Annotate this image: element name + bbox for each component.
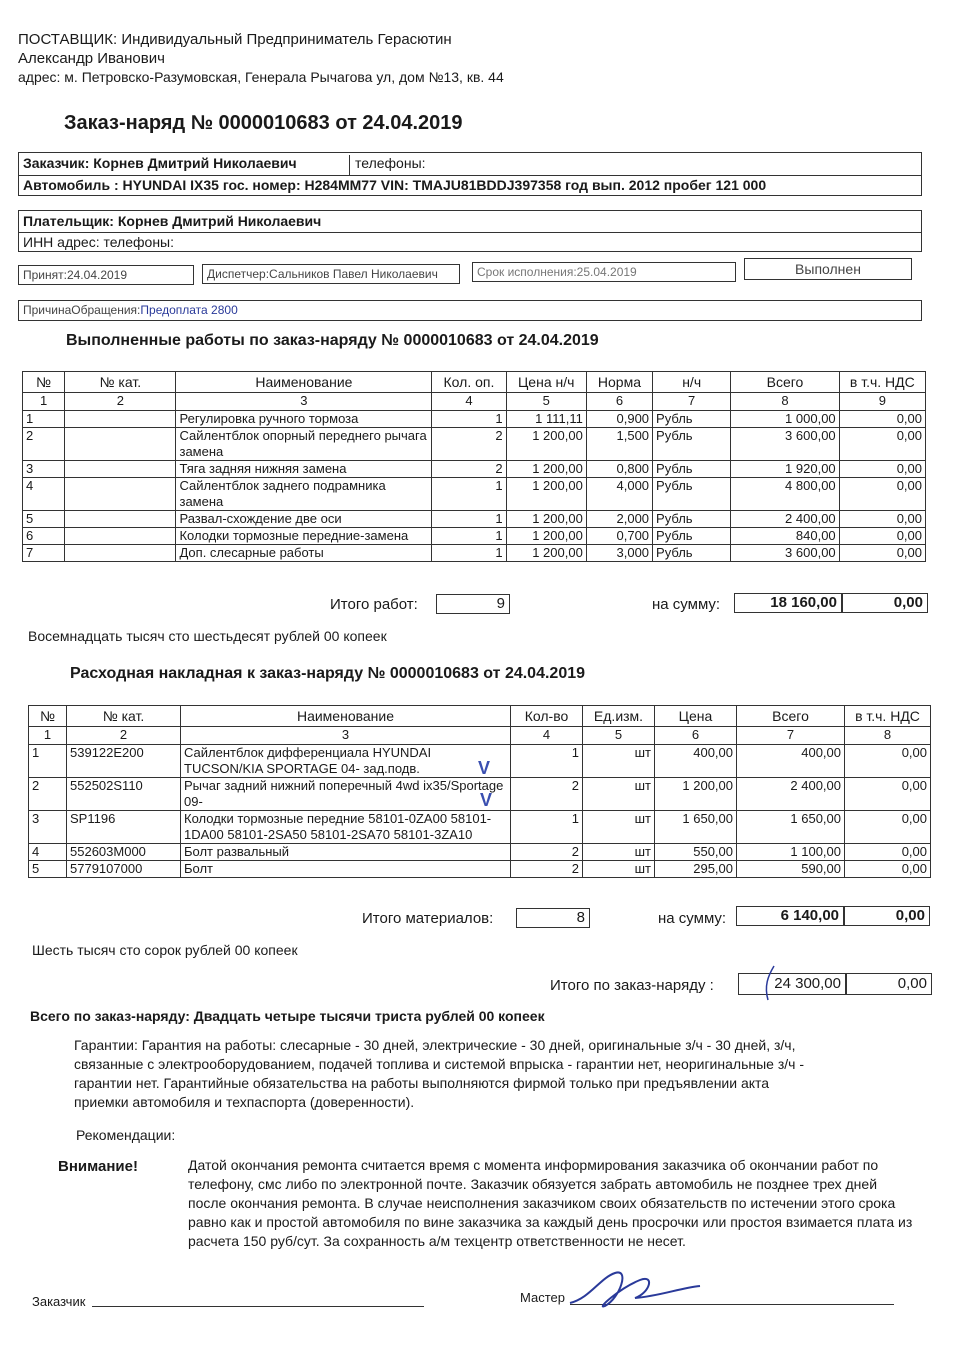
cell-cat: 5779107000 bbox=[67, 861, 181, 878]
works-sum-vat: 0,00 bbox=[842, 593, 928, 613]
cell-price: 550,00 bbox=[655, 844, 737, 861]
reason-label: ПричинаОбращения: bbox=[23, 303, 141, 317]
cell-norm: 1,500 bbox=[586, 428, 652, 461]
col-header: Цена н/ч bbox=[506, 372, 586, 393]
cell-cat bbox=[65, 511, 176, 528]
cell-name: Тяга задняя нижняя замена bbox=[176, 461, 432, 478]
cell-cat bbox=[65, 461, 176, 478]
cell-norm: 0,700 bbox=[586, 528, 652, 545]
col-number: 8 bbox=[731, 393, 839, 411]
cell-unit: шт bbox=[583, 745, 655, 778]
cell-vat: 0,00 bbox=[845, 844, 931, 861]
cell-unit: Рубль bbox=[653, 511, 731, 528]
col-number: 1 bbox=[29, 727, 67, 745]
cell-total: 1 100,00 bbox=[737, 844, 845, 861]
cell-price: 1 200,00 bbox=[506, 511, 586, 528]
cell-vat: 0,00 bbox=[845, 745, 931, 778]
cell-name: Колодки тормозные передние-замена bbox=[176, 528, 432, 545]
col-header: Ед.изм. bbox=[583, 706, 655, 727]
cell-qty: 1 bbox=[511, 811, 583, 844]
reason-value: Предоплата 2800 bbox=[140, 303, 238, 317]
cell-unit: Рубль bbox=[653, 478, 731, 511]
materials-colnum-row bbox=[29, 727, 931, 745]
accepted-date: Принят:24.04.2019 bbox=[18, 265, 194, 285]
cell-qty: 1 bbox=[432, 511, 506, 528]
materials-sum-vat: 0,00 bbox=[844, 906, 930, 926]
attention-text: Датой окончания ремонта считается время с момента информирования заказчика об окончании работ по телефону, смс либо по электронной почте. Заказчик обязуется забрать автомобиль не позднее трех дней после окончания ремонта. В случае неисполнения заказчиком своих обязательств по истечении этого срока равно как и простой автомобиля по вине заказчика за каждый день просрочки или простоя взимается плата из расчета 150 руб/сут. За сохранность а/м техцентр ответственности не несет. bbox=[188, 1157, 913, 1249]
works-sum: 18 160,00 bbox=[734, 593, 842, 613]
col-header: Наименование bbox=[176, 372, 432, 393]
col-header: № bbox=[29, 706, 67, 727]
cell-qty: 1 bbox=[432, 478, 506, 511]
cell-norm: 0,800 bbox=[586, 461, 652, 478]
cell-price: 1 111,11 bbox=[506, 411, 586, 428]
cell-price: 295,00 bbox=[655, 861, 737, 878]
col-header: Всего bbox=[737, 706, 845, 727]
col-header: Наименование bbox=[181, 706, 511, 727]
cell-unit: Рубль bbox=[653, 461, 731, 478]
warranty-text: Гарантии: Гарантия на работы: слесарные - 30 дней, электрические - 30 дней, оригинальные з/ч - 30 дней, з/ч, связанные с электрооборудованием, подачей топлива и системой впрыска - гарантии нет, неоригинальные з/ч - гарантии нет. Гарантийные обязательства на работы выполняются фирмой только при предъявлении акта приемки автомобиля и техпаспорта (доверенности). bbox=[74, 1037, 804, 1110]
attention-label: Внимание! bbox=[58, 1158, 138, 1175]
cell-vat: 0,00 bbox=[839, 461, 925, 478]
cell-total: 1 920,00 bbox=[731, 461, 839, 478]
col-number: 5 bbox=[506, 393, 586, 411]
cell-cat bbox=[65, 528, 176, 545]
cell-qty: 1 bbox=[432, 411, 506, 428]
col-number: 1 bbox=[23, 393, 65, 411]
cell-cat bbox=[65, 428, 176, 461]
table-row bbox=[23, 411, 926, 428]
cell-qty: 1 bbox=[511, 745, 583, 778]
cell-cat: 552603M000 bbox=[67, 844, 181, 861]
cell-name: Сайлентблок опорный переднего рычага замена bbox=[176, 428, 432, 461]
col-number: 4 bbox=[432, 393, 506, 411]
cell-vat: 0,00 bbox=[839, 545, 925, 562]
customer-phones: телефоны: bbox=[355, 155, 426, 171]
cell-name: Сайлентблок дифференциала HYUNDAI TUCSON/KIA SPORTAGE 04- зад.подв. bbox=[181, 745, 511, 778]
table-row bbox=[23, 461, 926, 478]
col-header: Всего bbox=[731, 372, 839, 393]
col-number: 3 bbox=[181, 727, 511, 745]
cell-unit: Рубль bbox=[653, 545, 731, 562]
table-row bbox=[23, 511, 926, 528]
cell-price: 400,00 bbox=[655, 745, 737, 778]
table-row bbox=[23, 428, 926, 461]
dispatcher: Диспетчер:Сальников Павел Николаевич bbox=[202, 264, 460, 284]
cell-unit: Рубль bbox=[653, 411, 731, 428]
cell-unit: шт bbox=[583, 844, 655, 861]
cell-qty: 1 bbox=[432, 545, 506, 562]
col-number: 2 bbox=[65, 393, 176, 411]
table-row bbox=[29, 811, 931, 844]
payer-box bbox=[18, 210, 922, 252]
col-header: № кат. bbox=[65, 372, 176, 393]
customer-signature-line bbox=[92, 1306, 424, 1307]
reason-box bbox=[18, 300, 922, 321]
materials-total-label: Итого материалов: bbox=[362, 910, 494, 927]
col-header: № кат. bbox=[67, 706, 181, 727]
col-header: Кол-во bbox=[511, 706, 583, 727]
cell-qty: 2 bbox=[511, 844, 583, 861]
col-number: 7 bbox=[653, 393, 731, 411]
cell-norm: 0,900 bbox=[586, 411, 652, 428]
cell-total: 2 400,00 bbox=[737, 778, 845, 811]
cell-unit: шт bbox=[583, 811, 655, 844]
materials-total-qty: 8 bbox=[516, 908, 590, 928]
master-signature-label: Мастер bbox=[520, 1290, 565, 1305]
cell-n: 3 bbox=[23, 461, 65, 478]
cell-vat: 0,00 bbox=[845, 811, 931, 844]
cell-vat: 0,00 bbox=[839, 511, 925, 528]
cell-n: 6 bbox=[23, 528, 65, 545]
cell-n: 4 bbox=[29, 844, 67, 861]
customer-signature-label: Заказчик bbox=[32, 1294, 86, 1309]
col-number: 6 bbox=[586, 393, 652, 411]
cell-total: 1 650,00 bbox=[737, 811, 845, 844]
table-row bbox=[29, 844, 931, 861]
works-sum-label: на сумму: bbox=[652, 596, 721, 613]
cell-cat: 552502S110 bbox=[67, 778, 181, 811]
cell-n: 2 bbox=[29, 778, 67, 811]
works-header-row bbox=[23, 372, 926, 393]
cell-total: 840,00 bbox=[731, 528, 839, 545]
cell-cat bbox=[65, 545, 176, 562]
cell-qty: 2 bbox=[511, 861, 583, 878]
cell-total: 4 800,00 bbox=[731, 478, 839, 511]
cell-price: 1 200,00 bbox=[506, 478, 586, 511]
supplier-name-cont: Александр Иванович bbox=[18, 50, 165, 67]
cell-name: Рычаг задний нижний поперечный 4wd ix35/Sportage 09- bbox=[181, 778, 511, 811]
cell-total: 3 600,00 bbox=[731, 428, 839, 461]
cell-cat bbox=[65, 411, 176, 428]
cell-price: 1 200,00 bbox=[655, 778, 737, 811]
cell-total: 2 400,00 bbox=[731, 511, 839, 528]
col-header: в т.ч. НДС bbox=[845, 706, 931, 727]
cell-vat: 0,00 bbox=[839, 478, 925, 511]
cell-n: 1 bbox=[29, 745, 67, 778]
cell-unit: шт bbox=[583, 861, 655, 878]
cell-price: 1 200,00 bbox=[506, 428, 586, 461]
grand-total-label: Итого по заказ-наряду : bbox=[550, 977, 714, 994]
ink-mark bbox=[760, 964, 780, 1004]
cell-qty: 2 bbox=[432, 428, 506, 461]
works-total-label: Итого работ: bbox=[330, 596, 418, 613]
grand-total-vat: 0,00 bbox=[846, 973, 932, 995]
materials-sum: 6 140,00 bbox=[736, 906, 844, 926]
col-number: 9 bbox=[839, 393, 925, 411]
payer-inn: ИНН адрес: телефоны: bbox=[23, 234, 174, 250]
cell-n: 4 bbox=[23, 478, 65, 511]
col-number: 2 bbox=[67, 727, 181, 745]
col-number: 4 bbox=[511, 727, 583, 745]
grand-total-words: Всего по заказ-наряду: Двадцать четыре тысячи триста рублей 00 копеек bbox=[30, 1008, 545, 1024]
materials-title: Расходная накладная к заказ-наряду № 0000010683 от 24.04.2019 bbox=[70, 665, 586, 682]
cell-unit: Рубль bbox=[653, 428, 731, 461]
cell-name: Болт развальный bbox=[181, 844, 511, 861]
materials-header-row bbox=[29, 706, 931, 727]
cell-qty: 2 bbox=[432, 461, 506, 478]
cell-cat bbox=[65, 478, 176, 511]
col-number: 3 bbox=[176, 393, 432, 411]
cell-norm: 2,000 bbox=[586, 511, 652, 528]
cell-price: 1 650,00 bbox=[655, 811, 737, 844]
cell-total: 590,00 bbox=[737, 861, 845, 878]
cell-vat: 0,00 bbox=[845, 778, 931, 811]
cell-n: 1 bbox=[23, 411, 65, 428]
master-signature bbox=[560, 1258, 710, 1318]
cell-n: 5 bbox=[29, 861, 67, 878]
customer-box bbox=[18, 152, 922, 196]
col-number: 8 bbox=[845, 727, 931, 745]
cell-norm: 4,000 bbox=[586, 478, 652, 511]
cell-price: 1 200,00 bbox=[506, 545, 586, 562]
col-header: № bbox=[23, 372, 65, 393]
works-total-qty: 9 bbox=[436, 594, 510, 614]
col-header: Норма bbox=[586, 372, 652, 393]
works-title: Выполненные работы по заказ-наряду № 0000010683 от 24.04.2019 bbox=[66, 332, 599, 349]
materials-sum-words: Шесть тысяч сто сорок рублей 00 копеек bbox=[32, 942, 298, 958]
col-header: Цена bbox=[655, 706, 737, 727]
cell-n: 7 bbox=[23, 545, 65, 562]
cell-n: 5 bbox=[23, 511, 65, 528]
status-badge: Выполнен bbox=[744, 258, 912, 280]
materials-sum-label: на сумму: bbox=[658, 910, 727, 927]
cell-total: 1 000,00 bbox=[731, 411, 839, 428]
cell-unit: шт bbox=[583, 778, 655, 811]
cell-qty: 2 bbox=[511, 778, 583, 811]
cell-price: 1 200,00 bbox=[506, 461, 586, 478]
cell-vat: 0,00 bbox=[839, 411, 925, 428]
works-table bbox=[22, 371, 926, 562]
page-title: Заказ-наряд № 0000010683 от 24.04.2019 bbox=[64, 112, 463, 134]
cell-n: 3 bbox=[29, 811, 67, 844]
col-number: 5 bbox=[583, 727, 655, 745]
customer-name: Заказчик: Корнев Дмитрий Николаевич bbox=[19, 155, 350, 175]
recommendations-label: Рекомендации: bbox=[76, 1127, 176, 1143]
cell-price: 1 200,00 bbox=[506, 528, 586, 545]
car-info: Автомобиль : HYUNDAI IX35 гос. номер: Н284ММ77 VIN: TMAJU81BDDJ397358 год вып. 2012 пробег 121 000 bbox=[23, 177, 767, 193]
cell-n: 2 bbox=[23, 428, 65, 461]
check-mark: V bbox=[480, 790, 493, 810]
grand-total-sum: 24 300,00 bbox=[738, 973, 846, 995]
table-row bbox=[23, 528, 926, 545]
deadline: Срок исполнения:25.04.2019 bbox=[472, 262, 736, 282]
cell-total: 3 600,00 bbox=[731, 545, 839, 562]
cell-name: Сайлентблок заднего подрамника замена bbox=[176, 478, 432, 511]
cell-total: 400,00 bbox=[737, 745, 845, 778]
cell-vat: 0,00 bbox=[839, 528, 925, 545]
supplier-block bbox=[18, 30, 578, 87]
payer-name: Плательщик: Корнев Дмитрий Николаевич bbox=[23, 213, 322, 229]
cell-name: Болт bbox=[181, 861, 511, 878]
cell-vat: 0,00 bbox=[845, 861, 931, 878]
works-colnum-row bbox=[23, 393, 926, 411]
table-row bbox=[23, 478, 926, 511]
cell-name: Развал-схождение две оси bbox=[176, 511, 432, 528]
cell-name: Колодки тормозные передние 58101-0ZA00 58101-1DA00 58101-2SA50 58101-2SA70 58101-3ZA10 bbox=[181, 811, 511, 844]
cell-qty: 1 bbox=[432, 528, 506, 545]
cell-cat: 539122E200 bbox=[67, 745, 181, 778]
table-row bbox=[29, 861, 931, 878]
col-number: 7 bbox=[737, 727, 845, 745]
col-number: 6 bbox=[655, 727, 737, 745]
cell-norm: 3,000 bbox=[586, 545, 652, 562]
cell-vat: 0,00 bbox=[839, 428, 925, 461]
cell-unit: Рубль bbox=[653, 528, 731, 545]
supplier-name: ПОСТАВЩИК: Индивидуальный Предприниматель Герасютин bbox=[18, 31, 452, 48]
cell-cat: SP1196 bbox=[67, 811, 181, 844]
check-mark: V bbox=[478, 758, 491, 778]
works-sum-words: Восемнадцать тысяч сто шестьдесят рублей 00 копеек bbox=[28, 628, 387, 644]
cell-name: Доп. слесарные работы bbox=[176, 545, 432, 562]
cell-name: Регулировка ручного тормоза bbox=[176, 411, 432, 428]
table-row bbox=[23, 545, 926, 562]
col-header: Кол. оп. bbox=[432, 372, 506, 393]
col-header: в т.ч. НДС bbox=[839, 372, 925, 393]
col-header: н/ч bbox=[653, 372, 731, 393]
supplier-address: адрес: м. Петровско-Разумовская, Генерала Рычагова ул, дом №13, кв. 44 bbox=[18, 69, 504, 85]
